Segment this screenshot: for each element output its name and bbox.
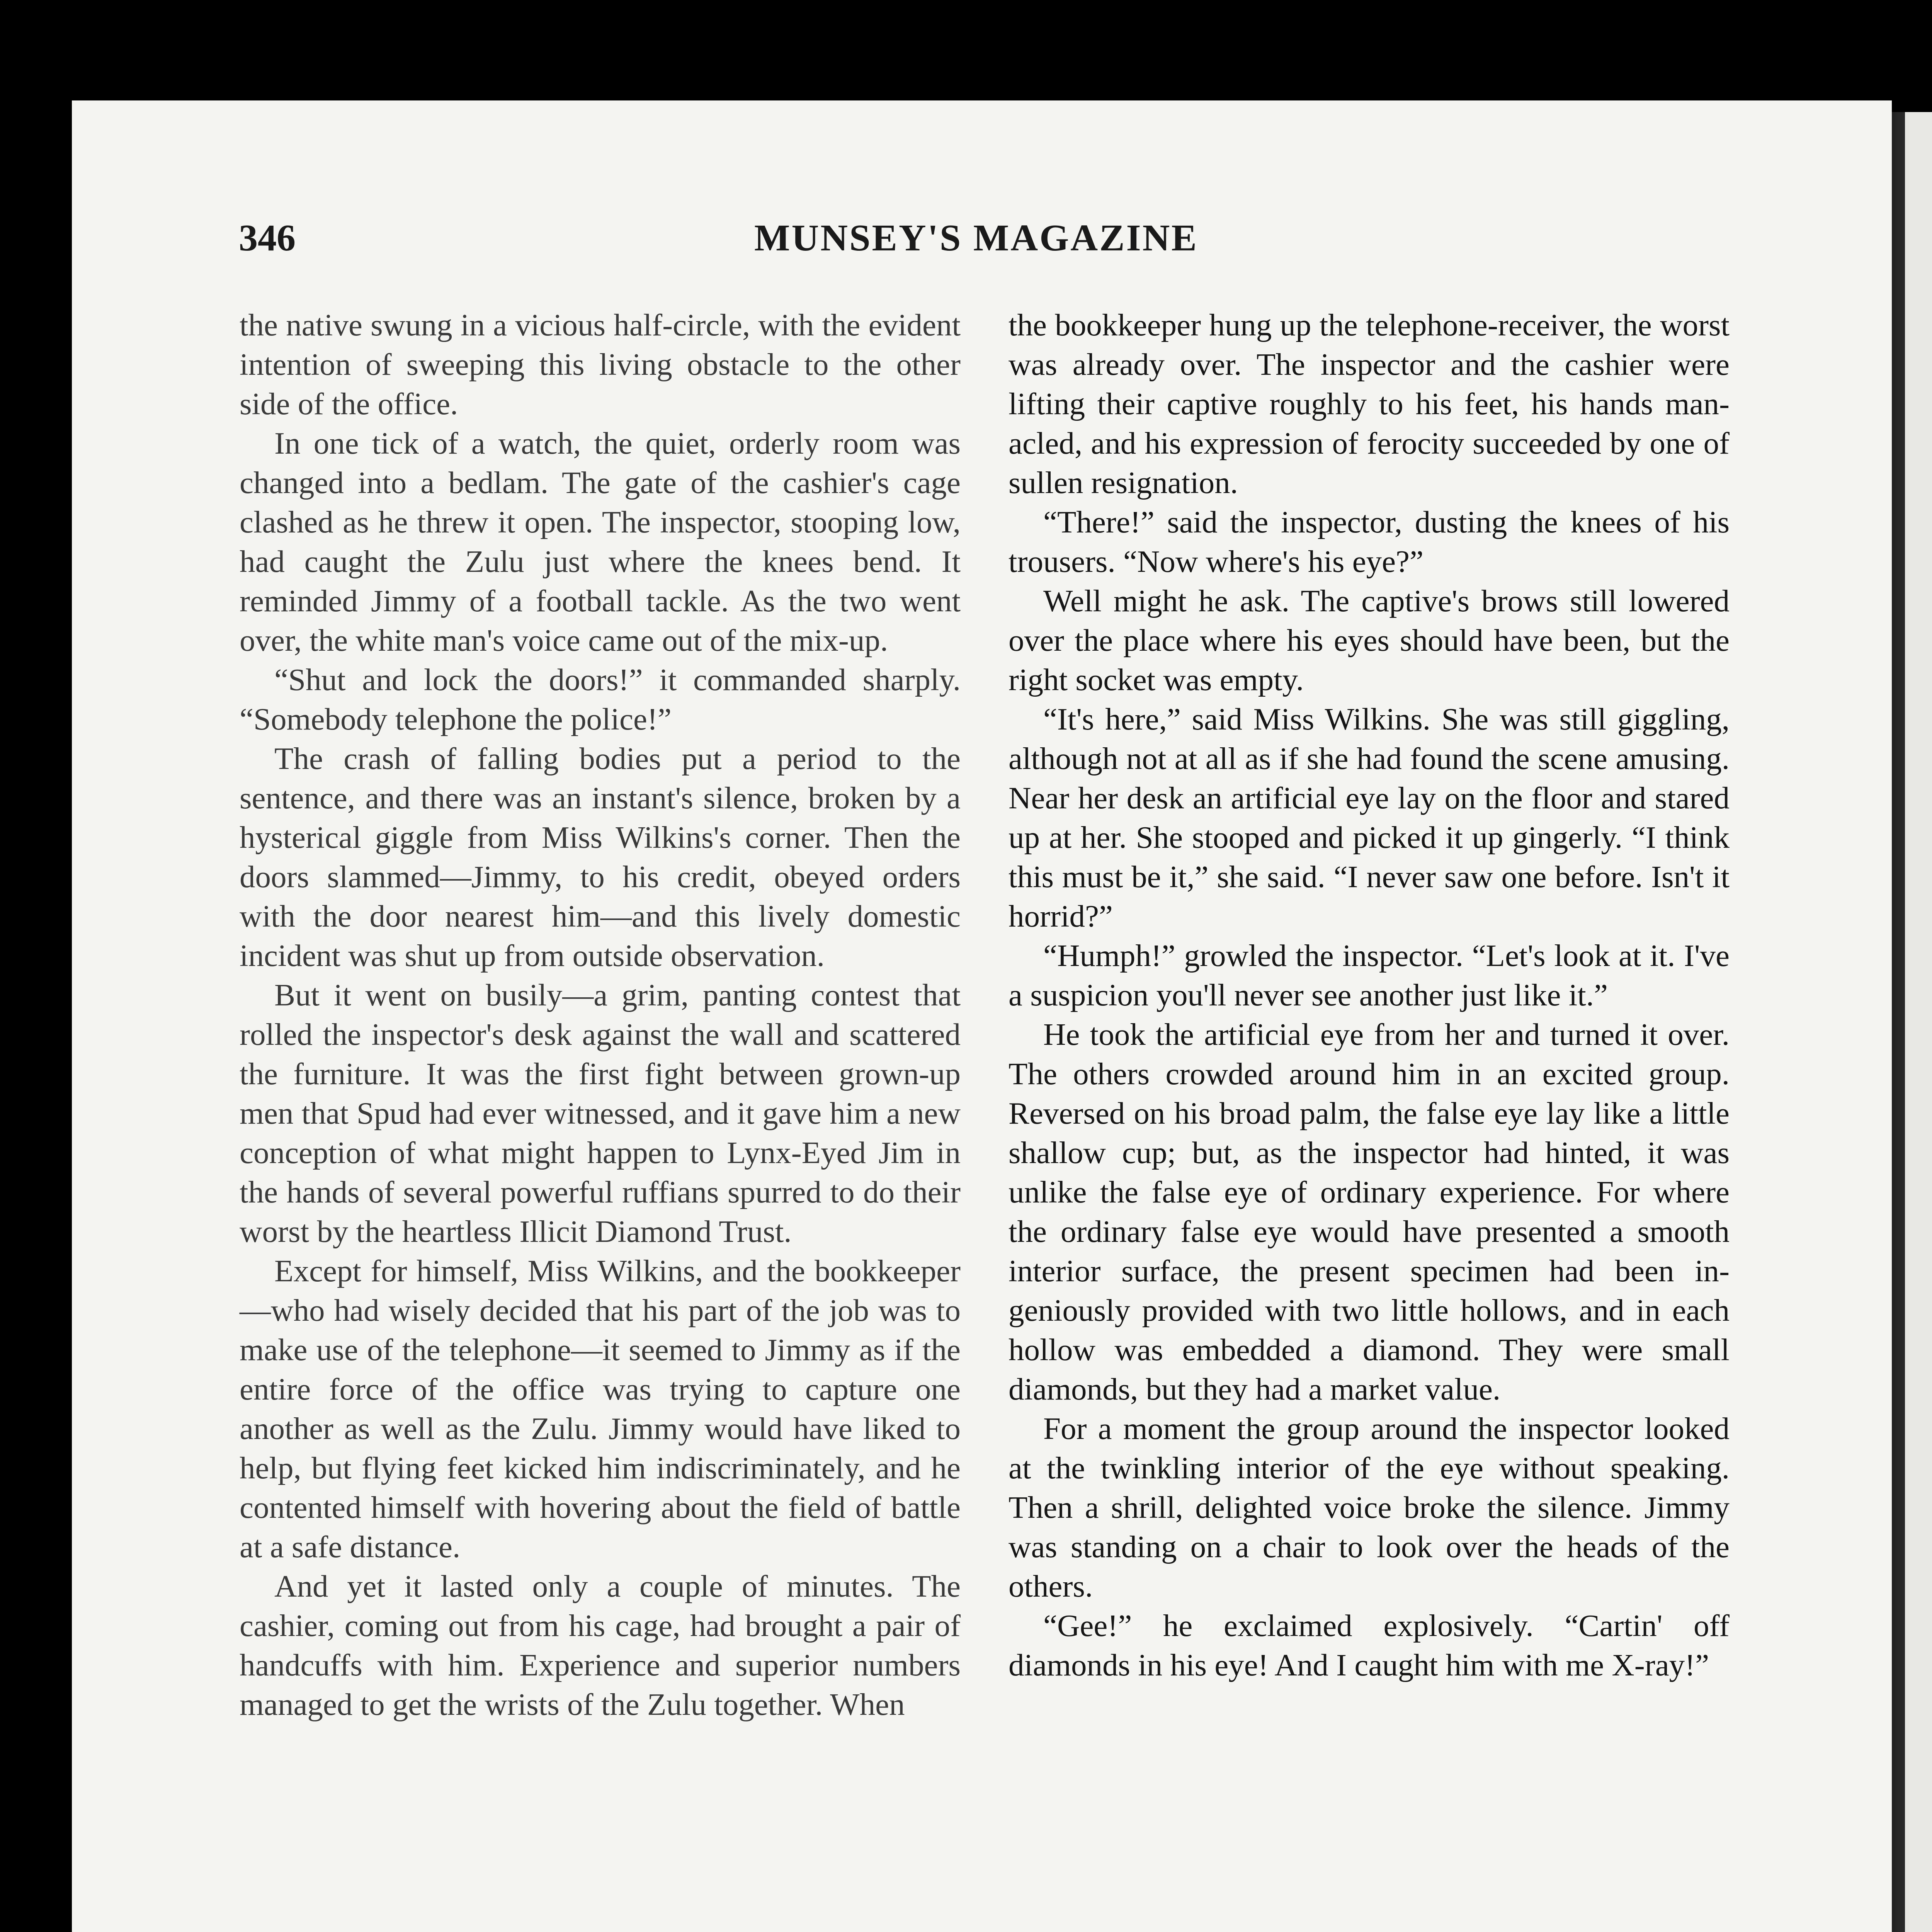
paragraph: the bookkeeper hung up the telephone-receiver, the worst was already over. The inspector and the cashier were lifting their captive roughly to his feet, his hands manacled, and his expression of ferocity succeeded by one of sullen resignation.	[1009, 308, 1730, 500]
paragraph: For a moment the group around the inspector looked at the twinkling interior of the eye without speaking. Then a shrill, delighted voice broke the silence. Jimmy was standing on a chair to look over the heads of the others.	[1009, 1411, 1730, 1604]
paragraph: “Gee!” he exclaimed explosively. “Cartin' off diamonds in his eye! And I caught him with me X-ray!”	[1009, 1608, 1730, 1682]
paragraph: “Humph!” growled the inspector. “Let's look at it. I've a suspicion you'll never see another just like it.”	[1009, 938, 1730, 1012]
adjacent-page-edge	[1905, 112, 1932, 1932]
paragraph: And yet it lasted only a couple of minutes. The cashier, coming out from his cage, had brought a pair of handcuffs with him. Experience and superior numbers managed to get the wrists of the Zulu together. When	[240, 1569, 961, 1722]
right-text-column	[1009, 305, 1730, 1685]
paragraph: “It's here,” said Miss Wilkins. She was still giggling, although not at all as if she had found the scene amusing. Near her desk an artificial eye lay on the floor and stared up at her. She stooped and picked it up gingerly. “I think this must be it,” she said. “I never saw one before. Isn't it horrid?”	[1009, 702, 1730, 934]
running-head: MUNSEY'S MAGAZINE	[754, 217, 1198, 259]
paragraph: In one tick of a watch, the quiet, orderly room was changed into a bedlam. The gate of the cashier's cage clashed as he threw it open. The inspector, stooping low, had caught the Zulu just where the knees bend. It reminded Jimmy of a football tackle. As the two went over, the white man's voice came out of the mix-up.	[240, 426, 961, 658]
page-number: 346	[239, 217, 296, 259]
paragraph: the native swung in a vicious half-circle, with the evident intention of sweeping this living obstacle to the other side of the office.	[240, 308, 961, 421]
paragraph: But it went on busily—a grim, panting contest that rolled the inspector's desk against the wall and scattered the furniture. It was the first fight between grown-up men that Spud had ever witnessed, and it gave him a new conception of what might happen to Lynx-Eyed Jim in the hands of several powerful ruffians spurred to do their worst by the heartless Illicit Diamond Trust.	[240, 978, 961, 1249]
left-text-column	[240, 305, 961, 1724]
paragraph: Well might he ask. The captive's brows still lowered over the place where his eyes should have been, but the right socket was empty.	[1009, 583, 1730, 697]
paragraph: Except for himself, Miss Wilkins, and the bookkeeper—who had wisely decided that his part of the job was to make use of the telephone—it seemed to Jimmy as if the entire force of the office was trying to capture one another as well as the Zulu. Jimmy would have liked to help, but flying feet kicked him indiscriminately, and he contented himself with hovering about the field of battle at a safe distance.	[240, 1253, 961, 1564]
paragraph: “Shut and lock the doors!” it commanded sharply. “Somebody telephone the police!”	[240, 662, 961, 736]
paragraph: “There!” said the inspector, dusting the knees of his trousers. “Now where's his eye?”	[1009, 505, 1730, 579]
paragraph: The crash of falling bodies put a period to the sentence, and there was an instant's silence, broken by a hysterical giggle from Miss Wilkins's corner. Then the doors slammed—Jimmy, to his credit, obeyed orders with the door nearest him—and this lively domestic incident was shut up from outside observation.	[240, 741, 961, 973]
paragraph: He took the artificial eye from her and turned it over. The others crowded around him in an excited group. Reversed on his broad palm, the false eye lay like a little shallow cup; but, as the inspector had hinted, it was unlike the false eye of ordinary experience. For where the ordinary false eye would have presented a smooth interior surface, the present specimen had been ingeniously provided with two little hollows, and in each hollow was embedded a diamond. They were small diamonds, but they had a market value.	[1009, 1017, 1730, 1406]
